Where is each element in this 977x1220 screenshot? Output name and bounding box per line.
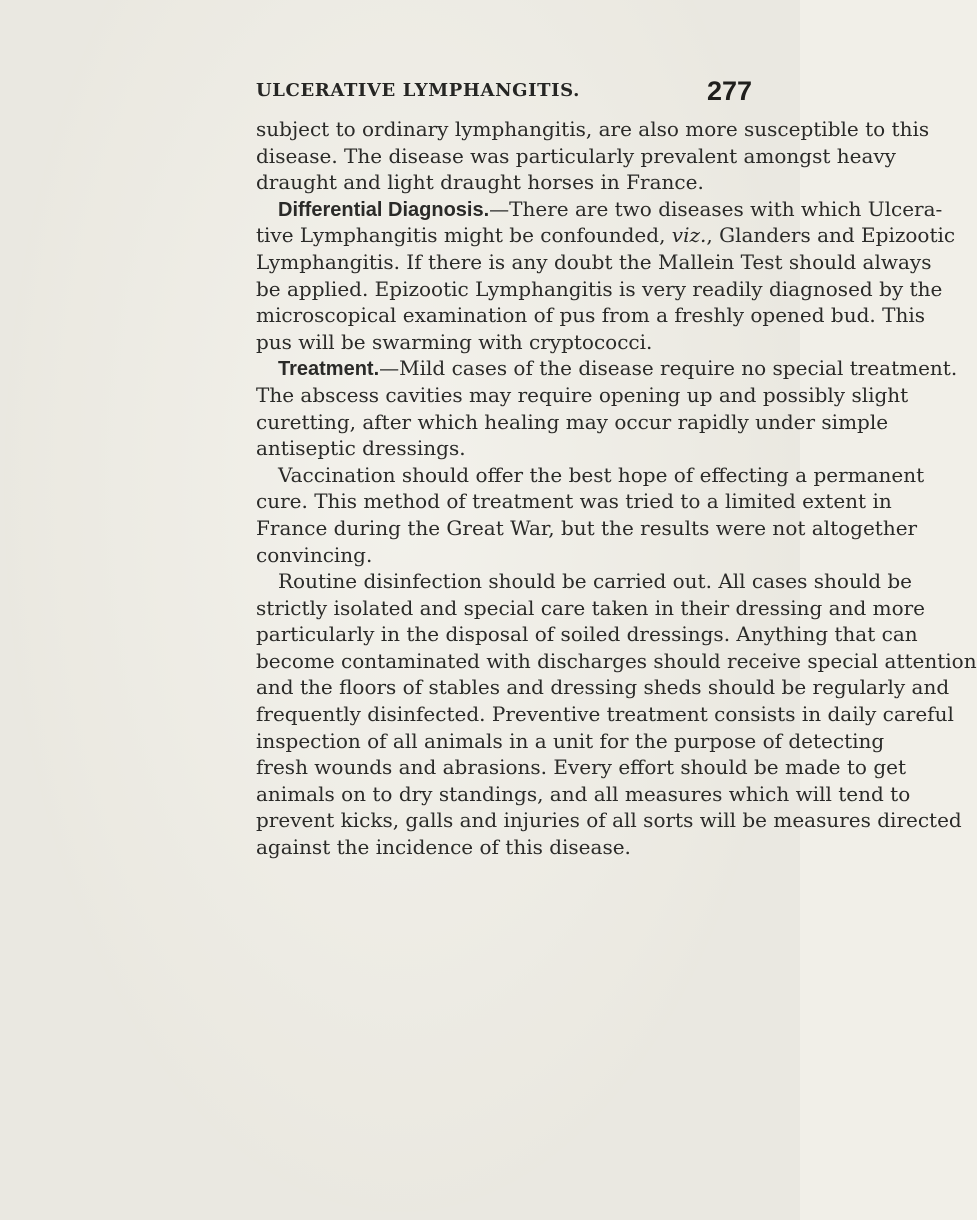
text-line — [256, 196, 943, 223]
text-line: against the incidence of this disease. — [256, 835, 631, 860]
body-text — [256, 116, 977, 861]
text-line: fresh wounds and abrasions. Every effort should be made to get — [256, 755, 906, 780]
text-line: convincing. — [256, 542, 373, 567]
running-title: ULCERATIVE LYMPHANGITIS. — [256, 80, 580, 101]
section-heading-differential-diagnosis: Differential Diagnosis. — [278, 198, 490, 221]
text-line: France during the Great War, but the results were not altogether — [256, 515, 918, 540]
text-line: microscopical examination of pus from a freshly opened bud. This — [256, 303, 926, 328]
text-line: become contaminated with discharges should receive special attention — [256, 648, 977, 673]
text-line — [256, 222, 956, 249]
text-line: curetting, after which healing may occur rapidly under simple — [256, 409, 889, 434]
text-fragment: tive Lymphangitis might be confounded, — [256, 223, 672, 248]
page-number: 277 — [707, 76, 753, 106]
text-line: The abscess cavities may require opening up and possibly slight — [256, 382, 909, 407]
text-fragment: —Mild cases of the disease require no special treatment. — [379, 356, 958, 381]
paragraph-differential-diagnosis — [256, 196, 956, 356]
running-head — [0, 76, 800, 110]
text-line: strictly isolated and special care taken in their dressing and more — [256, 595, 926, 620]
paragraph-continuation — [256, 116, 930, 196]
text-line: cure. This method of treatment was tried to a limited extent in — [256, 489, 892, 514]
paragraph-treatment — [256, 355, 958, 461]
text-line: Vaccination should offer the best hope of effecting a permanent — [278, 462, 925, 487]
text-line — [256, 355, 958, 382]
text-line: inspection of all animals in a unit for the purpose of detecting — [256, 728, 885, 753]
italic-viz: viz. — [671, 223, 707, 248]
text-line: be applied. Epizootic Lymphangitis is very readily diagnosed by the — [256, 276, 943, 301]
paragraph-routine-disinfection — [256, 568, 977, 861]
text-line: frequently disinfected. Preventive treatment consists in daily careful — [256, 702, 954, 727]
text-fragment: , Glanders and Epizootic — [706, 223, 956, 248]
text-line: disease. The disease was particularly prevalent amongst heavy — [256, 143, 896, 168]
text-line: prevent kicks, galls and injuries of all sorts will be measures directed — [256, 808, 962, 833]
section-heading-treatment: Treatment. — [278, 358, 380, 381]
text-fragment: —There are two diseases with which Ulcera- — [489, 196, 943, 221]
text-line: Lymphangitis. If there is any doubt the Mallein Test should always — [256, 249, 932, 274]
text-line: and the floors of stables and dressing sheds should be regularly and — [256, 675, 950, 700]
text-line: draught and light draught horses in France. — [256, 170, 704, 195]
text-line: pus will be swarming with cryptococci. — [256, 329, 653, 354]
text-line: particularly in the disposal of soiled dressings. Anything that can — [256, 622, 918, 647]
text-line: animals on to dry standings, and all measures which will tend to — [256, 781, 911, 806]
text-line: subject to ordinary lymphangitis, are also more susceptible to this — [256, 117, 930, 141]
text-line: antiseptic dressings. — [256, 436, 466, 461]
text-line: Routine disinfection should be carried out. All cases should be — [278, 569, 913, 594]
paragraph-vaccination — [256, 462, 925, 568]
